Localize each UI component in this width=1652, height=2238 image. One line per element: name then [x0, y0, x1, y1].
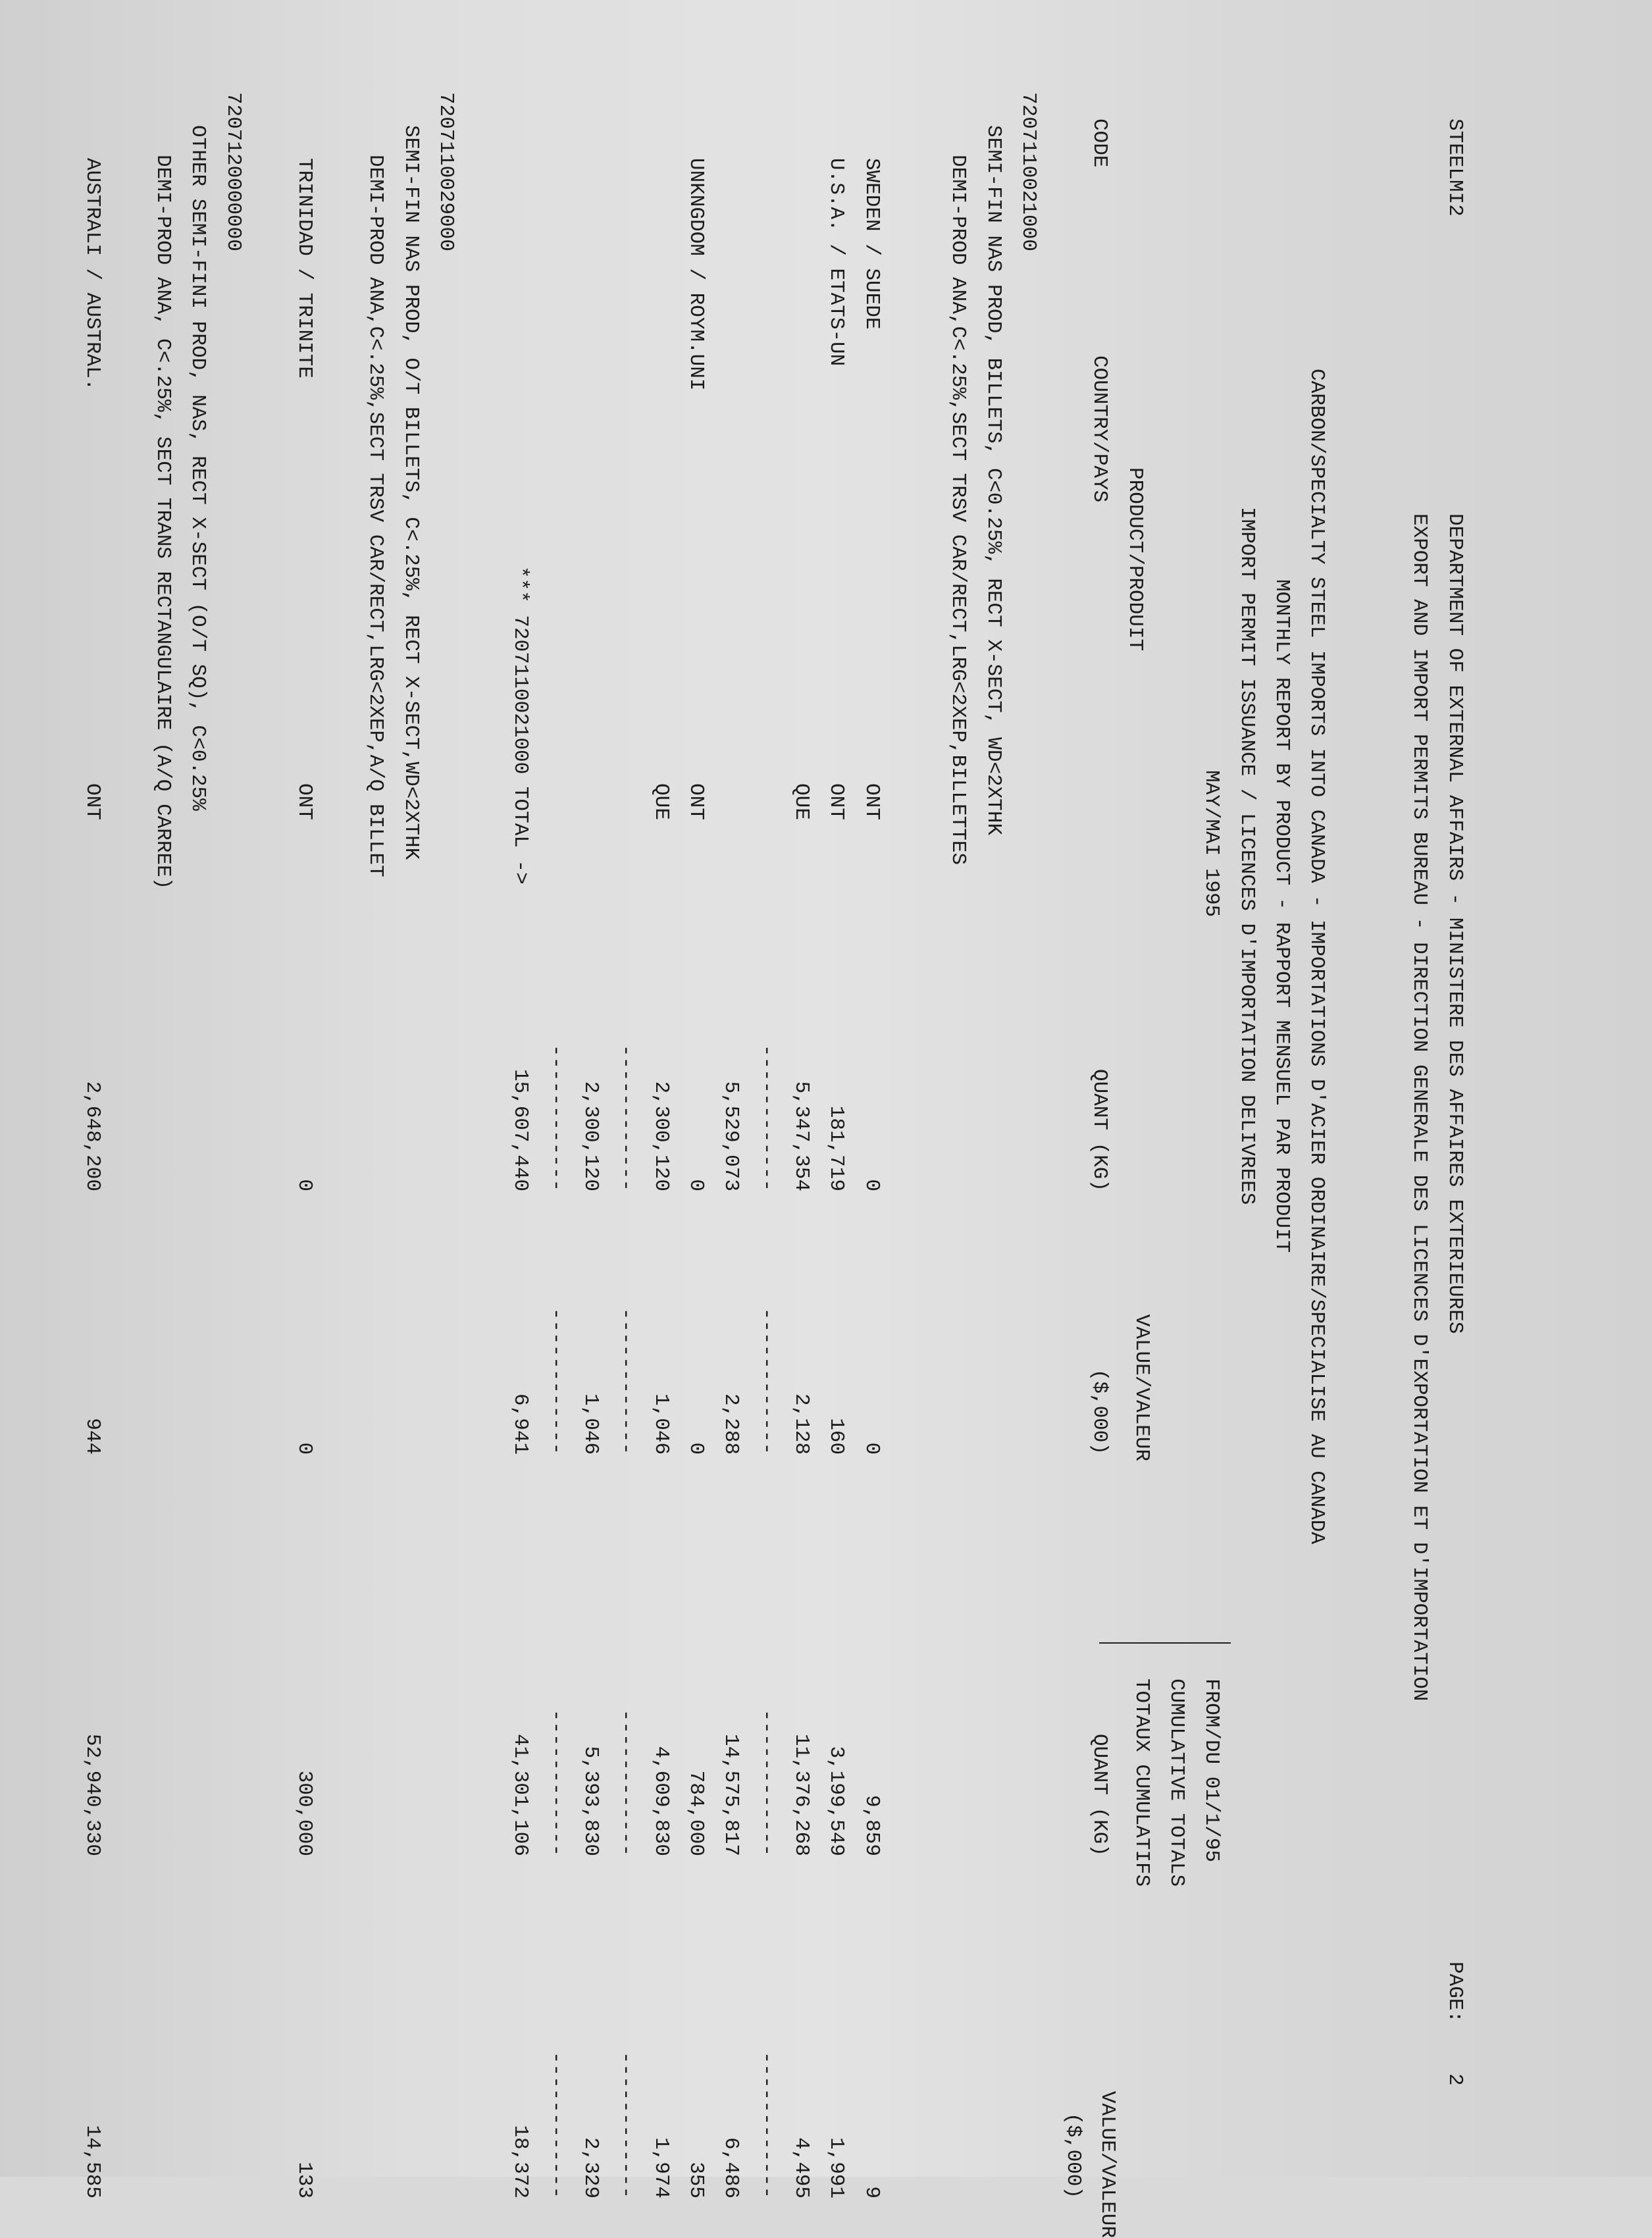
product-code: 7207120000000 — [222, 92, 245, 251]
row-province: QUE — [790, 783, 813, 820]
row-cum-quant: 11,376,268 — [790, 1733, 813, 1856]
row-value: 0 — [860, 1442, 883, 1455]
total-cum-value: 18,372 — [509, 2125, 532, 2199]
product-code: 7207110029000 — [434, 92, 457, 251]
product-desc-en: SEMI-FIN NAS PROD, O/T BILLETS, C<.25%, RECT X-SECT,WD<2XTHK — [400, 125, 423, 860]
product-code: 7207110021000 — [1017, 92, 1040, 251]
row-value: 160 — [825, 1418, 848, 1455]
row-cum-value: 2,329 — [579, 2137, 602, 2199]
report-title: CARBON/SPECIALTY STEEL IMPORTS INTO CANADA - IMPORTATIONS D'ACIER ORDINAIRE/SPECIALISE AU CANADA — [1305, 369, 1328, 1544]
section-total-label: *** 7207110021000 TOTAL -> — [509, 566, 532, 885]
col-code: CODE — [1088, 118, 1111, 168]
row-quant: 0 — [293, 1179, 316, 1191]
cumulative-divider — [1099, 1642, 1231, 1644]
row-cum-value: 14,585 — [81, 2125, 104, 2199]
col-from-date: FROM/DU 01/1/95 — [1200, 1678, 1223, 1863]
row-cum-value: 9 — [860, 2186, 883, 2199]
row-cum-quant: 52,940,330 — [81, 1733, 104, 1856]
row-quant: 2,648,200 — [81, 1081, 104, 1191]
row-cum-value: 133 — [293, 2162, 316, 2199]
row-country: AUSTRALI / AUSTRAL. — [81, 158, 104, 391]
row-quant: 0 — [684, 1179, 708, 1191]
subtotal-rule: ------------ — [614, 2051, 637, 2199]
row-cum-quant: 5,393,830 — [579, 1746, 602, 1856]
col-cumulative-en: CUMULATIVE TOTALS — [1165, 1678, 1188, 1887]
row-province: QUE — [650, 783, 673, 820]
row-quant: 2,300,120 — [650, 1081, 673, 1191]
product-desc-fr: DEMI-PROD ANA,C<.25%,SECT TRSV CAR/RECT,LRG<2XEP,A/Q BILLET — [364, 155, 387, 877]
row-province: ONT — [684, 783, 708, 820]
total-rule: ------------ — [544, 2051, 567, 2199]
row-value: 944 — [81, 1418, 104, 1455]
row-value: 0 — [293, 1442, 316, 1455]
row-province: ONT — [81, 783, 104, 820]
row-cum-value: 4,495 — [790, 2137, 813, 2199]
total-rule: ------------ — [544, 1044, 567, 1191]
row-cum-value: 1,974 — [650, 2137, 673, 2199]
row-province: ONT — [825, 783, 848, 820]
product-desc-en: SEMI-FIN NAS PROD, BILLETS, C<0.25%, RECT X-SECT, WD<2XTHK — [982, 125, 1005, 835]
bureau-line: EXPORT AND IMPORT PERMITS BUREAU - DIRECTION GENERALE DES LICENCES D'EXPORTATION ET D'IMPORTATION — [1408, 513, 1431, 1702]
row-province: ONT — [293, 783, 316, 820]
report-code: STEELMI2 — [1443, 118, 1466, 217]
row-quant: 5,529,073 — [719, 1081, 742, 1191]
row-country: UNKNGDOM / ROYM.UNI — [684, 158, 708, 391]
total-rule: ------------ — [544, 1307, 567, 1455]
row-value: 2,128 — [790, 1393, 813, 1455]
row-cum-value: 355 — [684, 2162, 708, 2199]
row-quant: 0 — [860, 1179, 883, 1191]
col-cumulative-fr: TOTAUX CUMULATIFS — [1130, 1678, 1153, 1887]
row-country: TRINIDAD / TRINITE — [293, 158, 316, 378]
col-country: COUNTRY/PAYS — [1088, 355, 1111, 503]
row-cum-quant: 4,609,830 — [650, 1746, 673, 1856]
col-quant-cum: QUANT (KG) — [1088, 1733, 1111, 1856]
subtotal-rule: ------------ — [614, 1307, 637, 1455]
row-country: SWEDEN / SUEDE — [860, 158, 883, 330]
row-quant: 5,347,354 — [790, 1081, 813, 1191]
report-subtitle: MONTHLY REPORT BY PRODUCT - RAPPORT MENSUEL PAR PRODUIT — [1270, 579, 1293, 1253]
row-cum-value: 1,991 — [825, 2137, 848, 2199]
report-period: MAY/MAI 1995 — [1200, 770, 1223, 918]
row-cum-quant: 784,000 — [684, 1770, 708, 1856]
row-quant: 2,300,120 — [579, 1081, 602, 1191]
row-cum-quant: 9,859 — [860, 1794, 883, 1856]
subtotal-rule: ------------ — [755, 1044, 778, 1191]
row-value: 1,046 — [579, 1393, 602, 1455]
col-value-month: VALUE/VALEUR — [1130, 1314, 1153, 1461]
subtotal-rule: ------------ — [755, 2051, 778, 2199]
row-cum-value: 6,486 — [719, 2137, 742, 2199]
total-quant: 15,607,440 — [509, 1068, 532, 1191]
subtotal-rule: ------------ — [755, 1709, 778, 1856]
col-value-month-unit: ($,000) — [1088, 1368, 1111, 1455]
subtotal-rule: ------------ — [614, 1709, 637, 1856]
col-quant-month: QUANT (KG) — [1088, 1068, 1111, 1191]
row-value: 1,046 — [650, 1393, 673, 1455]
page-label: PAGE: — [1443, 1962, 1466, 2023]
row-value: 2,288 — [719, 1393, 742, 1455]
col-product: PRODUCT/PRODUIT — [1123, 467, 1147, 652]
product-desc-en: OTHER SEMI-FINI PROD, NAS, RECT X-SECT (O/T SQ), C<0.25% — [186, 125, 209, 811]
row-value: 0 — [684, 1442, 708, 1455]
col-value-cum: VALUE/VALEUR — [1096, 2091, 1119, 2238]
col-value-cum-unit: ($,000) — [1062, 2112, 1085, 2199]
row-province: ONT — [860, 783, 883, 820]
total-cum-quant: 41,301,106 — [509, 1733, 532, 1856]
row-cum-quant: 300,000 — [293, 1770, 316, 1856]
row-country: U.S.A. / ETATS-UN — [825, 158, 848, 367]
product-desc-fr: DEMI-PROD ANA,C<.25%,SECT TRSV CAR/RECT,LRG<2XEP,BILLETTES — [946, 155, 969, 865]
subtotal-rule: ------------ — [614, 1044, 637, 1191]
report-subtitle-permits: IMPORT PERMIT ISSUANCE / LICENCES D'IMPORTATION DELIVREES — [1235, 507, 1258, 1205]
subtotal-rule: ------------ — [755, 1307, 778, 1455]
page-number: 2 — [1443, 2073, 1466, 2086]
row-cum-quant: 3,199,549 — [825, 1746, 848, 1856]
row-cum-quant: 14,575,817 — [719, 1733, 742, 1856]
row-quant: 181,719 — [825, 1105, 848, 1191]
total-value: 6,941 — [509, 1393, 532, 1455]
department-line: DEPARTMENT OF EXTERNAL AFFAIRS - MINISTERE DES AFFAIRES EXTERIEURES — [1443, 513, 1466, 1334]
total-rule: ------------ — [544, 1709, 567, 1856]
product-desc-fr: DEMI-PROD ANA, C<.25%, SECT TRANS RECTANGULAIRE (A/Q CARREE) — [151, 155, 174, 890]
